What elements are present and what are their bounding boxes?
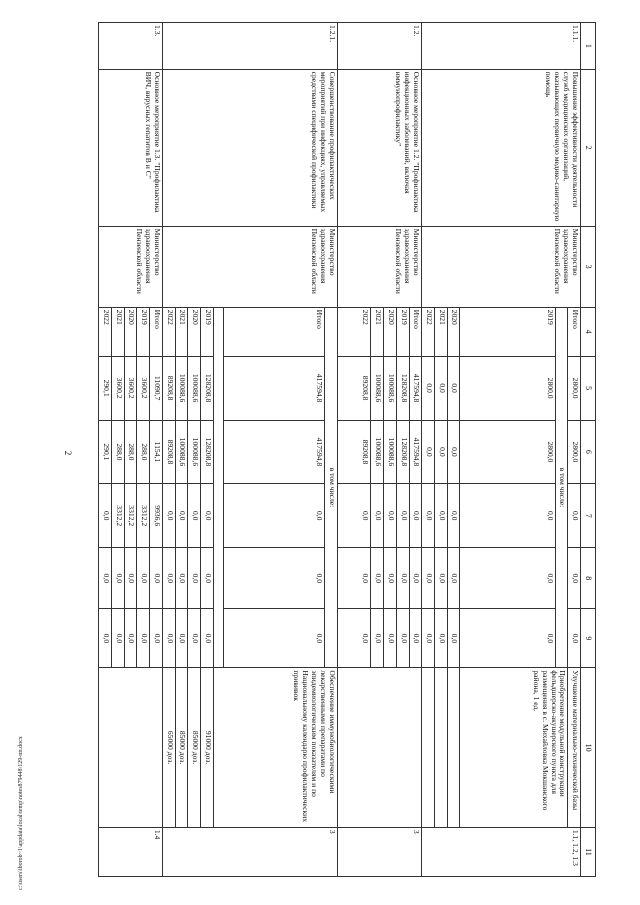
value-cell: 0,0 bbox=[137, 548, 150, 609]
value-cell: 89208,8 bbox=[162, 356, 175, 420]
row-number: 1.1.1. bbox=[422, 23, 581, 70]
value-cell: 0,0 bbox=[150, 548, 163, 609]
value-cell: 2800,0 bbox=[568, 356, 581, 420]
value-cell: 0,0 bbox=[447, 548, 460, 609]
value-cell: 9936,6 bbox=[150, 484, 163, 548]
value-cell: 128208,8 bbox=[396, 420, 409, 484]
value-cell: 417594,8 bbox=[224, 420, 325, 484]
value-cell: 0,0 bbox=[162, 484, 175, 548]
value-cell: 2800,0 bbox=[460, 356, 555, 420]
value-cell: 0,0 bbox=[175, 548, 188, 609]
value-cell: 89208,8 bbox=[337, 356, 371, 420]
value-cell: 0,0 bbox=[568, 548, 581, 609]
value-cell: 0,0 bbox=[409, 609, 422, 668]
year-cell: 2020 bbox=[447, 307, 460, 356]
value-cell: 11090,7 bbox=[150, 356, 163, 420]
value-cell: 0,0 bbox=[112, 609, 125, 668]
value-cell: 3600,2 bbox=[112, 356, 125, 420]
value-cell: 0,0 bbox=[422, 484, 435, 548]
value-cell: 0,0 bbox=[224, 484, 325, 548]
value-cell: 0,0 bbox=[150, 609, 163, 668]
value-cell: 0,0 bbox=[422, 420, 435, 484]
value-cell: 3600,2 bbox=[137, 356, 150, 420]
value-cell: 417594,8 bbox=[409, 420, 422, 484]
value-cell: 0,0 bbox=[200, 609, 213, 668]
page-number: 2 bbox=[63, 450, 73, 456]
value-cell: 0,0 bbox=[384, 609, 397, 668]
value-cell: 128208,8 bbox=[200, 420, 213, 484]
value-cell: 0,0 bbox=[200, 484, 213, 548]
value-cell: 100088,6 bbox=[371, 356, 384, 420]
year-cell: 2022 bbox=[162, 307, 175, 356]
value-cell: 0,0 bbox=[435, 548, 448, 609]
value-cell: 0,0 bbox=[124, 609, 137, 668]
year-cell: 2019 bbox=[460, 307, 555, 356]
result-cell bbox=[99, 668, 163, 828]
indicator-cell: 3 bbox=[337, 827, 422, 876]
value-cell: 100088,6 bbox=[188, 420, 201, 484]
header-row bbox=[581, 23, 596, 877]
file-path-footer: c:\users\iborob~1\appdata\local\temp\notes879448\129-пп.docx bbox=[18, 736, 24, 890]
ministry: Министерство здравоохранения Пензенской области bbox=[337, 226, 422, 307]
value-cell: 0,0 bbox=[337, 548, 371, 609]
value-cell: 288,0 bbox=[124, 420, 137, 484]
value-cell: 0,0 bbox=[99, 609, 112, 668]
year-cell: 2021 bbox=[371, 307, 384, 356]
year-cell: Итого bbox=[409, 307, 422, 356]
year-cell: 2022 bbox=[99, 307, 112, 356]
value-cell: 0,0 bbox=[422, 356, 435, 420]
value-cell: 0,0 bbox=[447, 356, 460, 420]
measure-name: Повышение эффективности деятельности служб медицинских организаций, оказывающих первичную медико-санитарную помощь bbox=[422, 69, 581, 226]
value-cell: 0,0 bbox=[162, 609, 175, 668]
value-cell: 0,0 bbox=[460, 548, 555, 609]
measure-name: Совершенствование профилактических мероприятий при инфекциях, управляемых средствами специфической профилактики bbox=[162, 69, 337, 226]
year-cell: 2019 bbox=[137, 307, 150, 356]
value-cell: 0,0 bbox=[112, 548, 125, 609]
value-cell: 0,0 bbox=[371, 548, 384, 609]
value-cell: 0,0 bbox=[460, 484, 555, 548]
note-row: в том числе: bbox=[324, 307, 337, 668]
row-number: 1.2. bbox=[337, 23, 422, 70]
value-cell: 0,0 bbox=[371, 484, 384, 548]
value-cell: 288,0 bbox=[137, 420, 150, 484]
indicator-cell: 3 bbox=[162, 827, 337, 876]
col-header: 7 bbox=[581, 484, 596, 548]
value-cell: 0,0 bbox=[435, 484, 448, 548]
col-header: 2 bbox=[581, 69, 596, 226]
value-cell: 3312,2 bbox=[124, 484, 137, 548]
value-cell: 0,0 bbox=[447, 420, 460, 484]
value-cell: 0,0 bbox=[435, 420, 448, 484]
value-cell: 0,0 bbox=[124, 548, 137, 609]
value-cell: 417594,8 bbox=[409, 356, 422, 420]
value-cell: 0,0 bbox=[447, 609, 460, 668]
value-cell: 417594,8 bbox=[224, 356, 325, 420]
table-row bbox=[150, 23, 163, 877]
value-cell: 0,0 bbox=[162, 548, 175, 609]
col-header: 8 bbox=[581, 548, 596, 609]
result-cell: 85000 доз. bbox=[175, 668, 188, 828]
value-cell: 0,0 bbox=[224, 548, 325, 609]
value-cell: 100088,6 bbox=[175, 356, 188, 420]
year-cell: 2020 bbox=[124, 307, 137, 356]
value-cell: 0,0 bbox=[409, 548, 422, 609]
value-cell: 0,0 bbox=[396, 484, 409, 548]
year-cell: 2021 bbox=[175, 307, 188, 356]
row-number: 1.2.1. bbox=[162, 23, 337, 70]
value-cell: 0,0 bbox=[99, 548, 112, 609]
value-cell: 2800,0 bbox=[460, 420, 555, 484]
col-header: 5 bbox=[581, 356, 596, 420]
value-cell: 0,0 bbox=[435, 609, 448, 668]
ministry: Министерство здравоохранения Пензенской области bbox=[422, 226, 581, 307]
value-cell: 0,0 bbox=[435, 356, 448, 420]
value-cell: 0,0 bbox=[422, 609, 435, 668]
value-cell: 0,0 bbox=[337, 609, 371, 668]
result-cell: Обеспечение иммунобиологическими лекарственными препаратами по эпидемиологическим показателям и по Национальному календарю профилактических прививок bbox=[213, 668, 337, 828]
col-header: 3 bbox=[581, 226, 596, 307]
value-cell: 0,0 bbox=[384, 548, 397, 609]
value-cell: 0,0 bbox=[568, 484, 581, 548]
result-cell bbox=[447, 668, 460, 828]
value-cell: 3600,2 bbox=[124, 356, 137, 420]
ministry: Министерство здравоохранения Пензенской области bbox=[162, 226, 337, 307]
result-cell: Улучшение материально-технической базы bbox=[568, 668, 581, 828]
ministry: Министерство здравоохранения Пензенской области bbox=[99, 226, 163, 307]
value-cell: 0,0 bbox=[384, 484, 397, 548]
rotated-table-container bbox=[98, 22, 596, 877]
value-cell: 0,0 bbox=[337, 484, 371, 548]
value-cell: 3312,2 bbox=[137, 484, 150, 548]
result-cell: 65000 доз. bbox=[162, 668, 175, 828]
value-cell: 290,1 bbox=[99, 420, 112, 484]
result-cell bbox=[337, 668, 422, 828]
value-cell: 0,0 bbox=[200, 548, 213, 609]
value-cell: 0,0 bbox=[371, 609, 384, 668]
value-cell: 2800,0 bbox=[568, 420, 581, 484]
value-cell: 0,0 bbox=[568, 609, 581, 668]
year-cell: Итого bbox=[568, 307, 581, 356]
year-cell: 2020 bbox=[188, 307, 201, 356]
value-cell: 128208,8 bbox=[396, 356, 409, 420]
value-cell: 128208,8 bbox=[200, 356, 213, 420]
row-number: 1.3. bbox=[99, 23, 163, 70]
value-cell: 0,0 bbox=[188, 484, 201, 548]
note-row: в том числе: bbox=[555, 307, 568, 668]
indicator-cell: 1.4 bbox=[99, 827, 163, 876]
value-cell: 89208,8 bbox=[337, 420, 371, 484]
value-cell: 0,0 bbox=[175, 609, 188, 668]
year-cell: 2021 bbox=[112, 307, 125, 356]
value-cell: 89208,8 bbox=[162, 420, 175, 484]
table-row bbox=[409, 23, 422, 877]
value-cell: 0,0 bbox=[175, 484, 188, 548]
spacer bbox=[213, 307, 224, 668]
value-cell: 0,0 bbox=[396, 548, 409, 609]
table-row bbox=[568, 23, 581, 877]
value-cell: 3312,2 bbox=[112, 484, 125, 548]
measure-name: Основное мероприятие 1.3. "Профилактика ВИЧ, вирусных гепатитов В и С" bbox=[99, 69, 163, 226]
col-header: 9 bbox=[581, 609, 596, 668]
value-cell: 100088,6 bbox=[188, 356, 201, 420]
value-cell: 1154,1 bbox=[150, 420, 163, 484]
value-cell: 100088,6 bbox=[175, 420, 188, 484]
value-cell: 0,0 bbox=[460, 609, 555, 668]
result-cell: Приобретение модульной конструкции фельдшерско-акушерского пункта для размещения в с. Михайловка Мокшанского района, 1 ед. bbox=[460, 668, 568, 828]
program-table bbox=[98, 22, 596, 877]
value-cell: 0,0 bbox=[188, 609, 201, 668]
indicator-cell: 1.1, 1.2, 1.3 bbox=[422, 827, 581, 876]
col-header: 10 bbox=[581, 668, 596, 828]
value-cell: 0,0 bbox=[137, 609, 150, 668]
value-cell: 0,0 bbox=[396, 609, 409, 668]
value-cell: 0,0 bbox=[188, 548, 201, 609]
year-cell: Итого bbox=[224, 307, 325, 356]
year-cell: 2022 bbox=[337, 307, 371, 356]
year-cell: 2020 bbox=[384, 307, 397, 356]
year-cell: 2019 bbox=[396, 307, 409, 356]
result-cell: 85000 доз. bbox=[188, 668, 201, 828]
value-cell: 0,0 bbox=[447, 484, 460, 548]
result-cell bbox=[435, 668, 448, 828]
table-row bbox=[324, 23, 337, 877]
value-cell: 100088,6 bbox=[384, 420, 397, 484]
value-cell: 0,0 bbox=[409, 484, 422, 548]
year-cell: 2022 bbox=[422, 307, 435, 356]
value-cell: 290,1 bbox=[99, 356, 112, 420]
col-header: 1 bbox=[581, 23, 596, 70]
year-cell: Итого bbox=[150, 307, 163, 356]
year-cell: 2019 bbox=[200, 307, 213, 356]
col-header: 6 bbox=[581, 420, 596, 484]
value-cell: 100088,6 bbox=[384, 356, 397, 420]
result-cell: 91000 доз. bbox=[200, 668, 213, 828]
value-cell: 100088,6 bbox=[371, 420, 384, 484]
col-header: 11 bbox=[581, 827, 596, 876]
value-cell: 288,0 bbox=[112, 420, 125, 484]
year-cell: 2021 bbox=[435, 307, 448, 356]
value-cell: 0,0 bbox=[99, 484, 112, 548]
col-header: 4 bbox=[581, 307, 596, 356]
measure-name: Основное мероприятие 1.2. "Профилактика инфекционных заболеваний, включая иммунопрофилактику" bbox=[337, 69, 422, 226]
result-cell bbox=[422, 668, 435, 828]
value-cell: 0,0 bbox=[422, 548, 435, 609]
value-cell: 0,0 bbox=[224, 609, 325, 668]
